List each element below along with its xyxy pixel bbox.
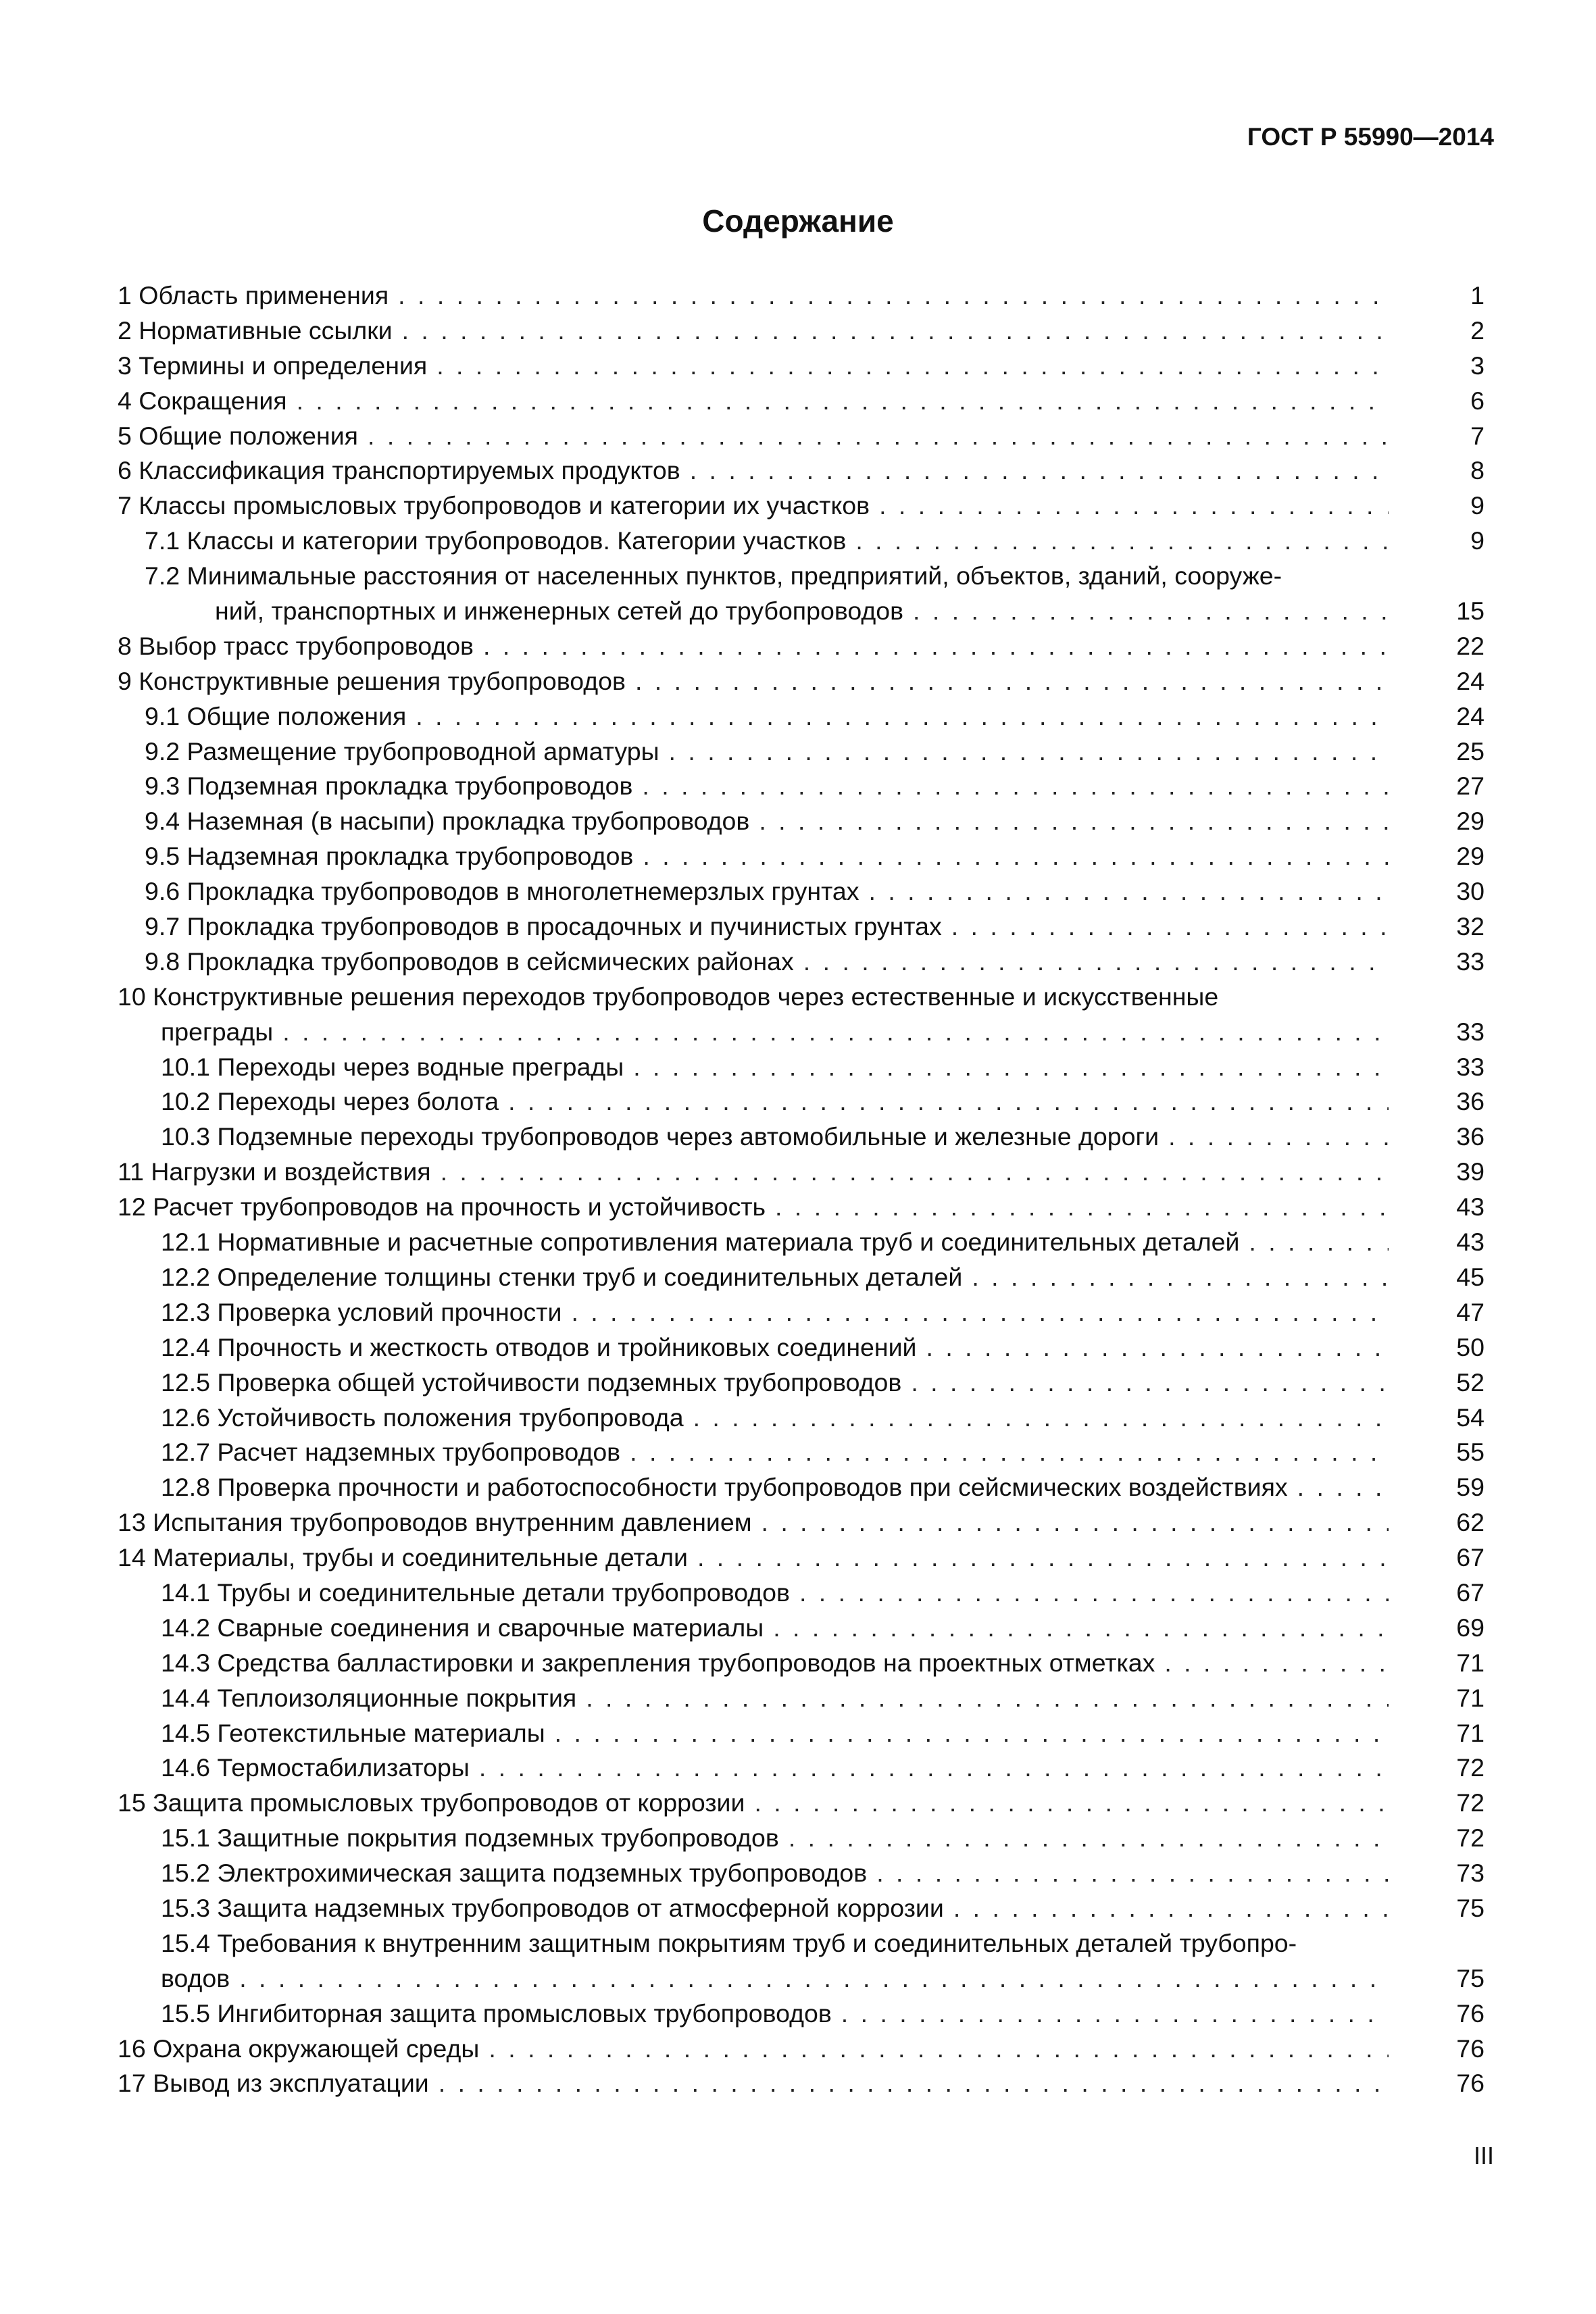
toc-entry[interactable] — [118, 1190, 1485, 1225]
toc-entry[interactable] — [118, 419, 1485, 454]
toc-entry-line — [145, 769, 1389, 804]
dot-leader — [1164, 1646, 1389, 1681]
toc-entry[interactable] — [118, 839, 1485, 874]
dot-leader — [799, 1576, 1389, 1611]
toc-entry-title: 14.2 Сварные соединения и сварочные материалы — [161, 1613, 764, 1642]
dot-leader — [911, 1365, 1389, 1401]
dot-leader — [416, 699, 1389, 734]
dot-leader — [773, 1611, 1389, 1646]
toc-entry[interactable] — [118, 874, 1485, 909]
dot-leader — [762, 1505, 1389, 1540]
toc-entry-line — [118, 1786, 1389, 1821]
toc-entry[interactable] — [118, 945, 1485, 980]
toc-entry[interactable] — [118, 1646, 1485, 1681]
toc-entry[interactable] — [118, 909, 1485, 945]
toc-entry-line — [161, 1225, 1389, 1260]
toc-entry-line — [161, 1015, 1389, 1050]
toc-entry-title: 7.2 Минимальные расстояния от населенных пунктов, предприятий, объектов, зданий, сооруже- — [145, 561, 1282, 590]
toc-entry-title: 13 Испытания трубопроводов внутренним давлением — [118, 1508, 752, 1537]
toc-entry-title: 10.2 Переходы через болота — [161, 1087, 499, 1116]
toc-entry-title: 10.3 Подземные переходы трубопроводов через автомобильные и железные дороги — [161, 1122, 1159, 1151]
dot-leader — [508, 1084, 1389, 1120]
toc-entry-title: 12.1 Нормативные и расчетные сопротивления материала труб и соединительных деталей — [161, 1228, 1240, 1257]
toc-entry-title: 8 Выбор трасс трубопроводов — [118, 631, 474, 660]
dot-leader — [483, 629, 1389, 664]
toc-entry[interactable] — [118, 1084, 1485, 1120]
toc-entry[interactable] — [118, 488, 1485, 524]
toc-entry-line — [161, 1084, 1389, 1120]
toc-entry-page: 55 — [1456, 1438, 1485, 1467]
toc-entry[interactable] — [118, 1120, 1485, 1155]
toc-entry-line — [145, 945, 1389, 980]
toc-entry-title: 15.2 Электрохимическая защита подземных трубопроводов — [161, 1859, 868, 1888]
toc-entry-line — [118, 419, 1389, 454]
dot-leader — [1249, 1225, 1389, 1260]
page-number: III — [1473, 2142, 1494, 2169]
toc-entry-title: 15.5 Ингибиторная защита промысловых трубопроводов — [161, 1998, 832, 2028]
toc-entry[interactable] — [118, 1470, 1485, 1505]
toc-entry-line — [161, 1926, 1389, 1961]
dot-leader — [789, 1821, 1389, 1856]
dot-leader — [437, 349, 1389, 384]
toc-entry-title: 14.5 Геотекстильные материалы — [161, 1718, 545, 1747]
toc-entry-page: 62 — [1456, 1508, 1485, 1537]
dot-leader — [869, 874, 1389, 909]
toc-entry-line — [161, 1821, 1389, 1856]
dot-leader — [633, 1050, 1389, 1085]
toc-entry-line — [161, 1996, 1389, 2032]
toc-entry-line — [118, 384, 1389, 419]
dot-leader — [1168, 1120, 1389, 1155]
toc-entry-line — [118, 1540, 1389, 1576]
toc-entry-page: 39 — [1456, 1157, 1485, 1186]
toc-entry-title: 4 Сокращения — [118, 386, 287, 415]
dot-leader — [571, 1295, 1389, 1330]
toc-entry-title: 12.3 Проверка условий прочности — [161, 1297, 562, 1326]
toc-entry[interactable] — [118, 594, 1485, 629]
dot-leader — [855, 524, 1389, 559]
toc-entry-title: 12.5 Проверка общей устойчивости подземных трубопроводов — [161, 1367, 902, 1397]
toc-entry-page: 71 — [1456, 1683, 1485, 1712]
dot-leader — [972, 1260, 1389, 1295]
toc-entry-line — [118, 2032, 1389, 2067]
dot-leader — [669, 734, 1389, 770]
toc-entry-page: 75 — [1456, 1893, 1485, 1922]
dot-leader — [586, 1681, 1389, 1716]
toc-entry[interactable] — [118, 1050, 1485, 1085]
toc-entry-line — [161, 1260, 1389, 1295]
dot-leader — [239, 1961, 1389, 1996]
toc-entry-page: 71 — [1456, 1718, 1485, 1747]
toc-entry[interactable] — [118, 1576, 1485, 1611]
dot-leader — [282, 1015, 1389, 1050]
toc-entry-page: 69 — [1456, 1613, 1485, 1642]
dot-leader — [439, 2066, 1389, 2101]
dot-leader — [368, 419, 1389, 454]
toc-entry-title: 5 Общие положения — [118, 421, 358, 450]
toc-entry-page: 30 — [1456, 877, 1485, 906]
toc-entry-page: 75 — [1456, 1963, 1485, 1992]
toc-entry-page: 45 — [1456, 1262, 1485, 1291]
toc-entry[interactable] — [118, 1435, 1485, 1470]
toc-entry-line — [145, 559, 1389, 594]
toc-entry-line — [161, 1435, 1389, 1470]
toc-entry[interactable] — [118, 1015, 1485, 1050]
toc-entry[interactable] — [118, 2032, 1485, 2067]
toc-entry-page: 29 — [1456, 842, 1485, 871]
toc-entry-line — [145, 874, 1389, 909]
toc-entry-line — [161, 1295, 1389, 1330]
dot-leader — [642, 769, 1389, 804]
toc-entry-title: 12.7 Расчет надземных трубопроводов — [161, 1438, 621, 1467]
toc-entry-page: 8 — [1470, 456, 1485, 485]
toc-entry-title: 3 Термины и определения — [118, 351, 428, 380]
toc-entry-page: 36 — [1456, 1087, 1485, 1116]
toc-entry-page: 43 — [1456, 1192, 1485, 1222]
toc-entry[interactable] — [118, 1540, 1485, 1576]
toc-entry-title: 12.6 Устойчивость положения трубопровода — [161, 1403, 684, 1432]
toc-entry-page: 72 — [1456, 1788, 1485, 1817]
toc-entry-title: преграды — [161, 1017, 274, 1046]
toc-entry[interactable] — [118, 1996, 1485, 2032]
dot-leader — [693, 1401, 1389, 1436]
toc-entry-line — [118, 980, 1389, 1015]
toc-entry-line — [118, 1505, 1389, 1540]
toc-entry-line — [118, 629, 1389, 664]
toc-entry-page: 29 — [1456, 807, 1485, 836]
dot-leader — [926, 1330, 1389, 1365]
toc-entry-page: 67 — [1456, 1578, 1485, 1607]
toc-entry-page: 25 — [1456, 736, 1485, 765]
toc-entry-line — [118, 488, 1389, 524]
toc-entry-title: 12 Расчет трубопроводов на прочность и устойчивость — [118, 1192, 766, 1222]
toc-entry-page: 15 — [1456, 597, 1485, 626]
toc-entry-title: 16 Охрана окружающей среды — [118, 2034, 480, 2063]
toc-entry-title: 15.3 Защита надземных трубопроводов от атмосферной коррозии — [161, 1893, 944, 1922]
toc-entry[interactable] — [118, 453, 1485, 488]
toc-entry[interactable] — [118, 1295, 1485, 1330]
toc-entry-page: 7 — [1470, 421, 1485, 450]
toc-entry-title: 7 Классы промысловых трубопроводов и категории их участков — [118, 491, 870, 520]
toc-entry-page: 24 — [1456, 701, 1485, 730]
dot-leader — [953, 1891, 1389, 1926]
dot-leader — [630, 1435, 1389, 1470]
dot-leader — [754, 1786, 1389, 1821]
toc-entry[interactable] — [118, 804, 1485, 839]
toc-entry-title: 12.8 Проверка прочности и работоспособности трубопроводов при сейсмических воздействиях — [161, 1473, 1288, 1502]
table-of-contents — [118, 278, 1485, 2101]
toc-entry-line — [161, 1646, 1389, 1681]
toc-entry[interactable] — [118, 1856, 1485, 1891]
toc-entry-page: 43 — [1456, 1228, 1485, 1257]
toc-entry[interactable] — [118, 1786, 1485, 1821]
toc-entry-title: 10.1 Переходы через водные преграды — [161, 1052, 624, 1081]
toc-entry[interactable] — [118, 313, 1485, 349]
toc-entry-page: 54 — [1456, 1403, 1485, 1432]
dot-leader — [876, 1856, 1389, 1891]
toc-entry-page: 36 — [1456, 1122, 1485, 1151]
toc-entry[interactable] — [118, 1926, 1485, 1961]
dot-leader — [690, 453, 1389, 488]
dot-leader — [635, 664, 1389, 699]
toc-entry-page: 9 — [1470, 491, 1485, 520]
toc-entry-line — [161, 1576, 1389, 1611]
toc-entry-line — [118, 453, 1389, 488]
toc-entry[interactable] — [118, 1891, 1485, 1926]
toc-entry-line — [161, 1611, 1389, 1646]
toc-entry-page: 33 — [1456, 1052, 1485, 1081]
toc-entry-page: 52 — [1456, 1367, 1485, 1397]
toc-entry-page: 76 — [1456, 2034, 1485, 2063]
toc-entry[interactable] — [118, 1751, 1485, 1786]
toc-entry[interactable] — [118, 349, 1485, 384]
dot-leader — [489, 2032, 1389, 2067]
toc-entry-line — [161, 1891, 1389, 1926]
toc-entry-title: 9.1 Общие положения — [145, 701, 407, 730]
toc-entry-line — [118, 278, 1389, 313]
toc-entry-title: водов — [161, 1963, 230, 1992]
toc-entry-line — [145, 524, 1389, 559]
dot-leader — [697, 1540, 1389, 1576]
dot-leader — [759, 804, 1389, 839]
toc-entry-line — [118, 1190, 1389, 1225]
toc-entry-page: 9 — [1470, 526, 1485, 555]
toc-entry-title: 15.4 Требования к внутренним защитным покрытиям труб и соединительных деталей трубопро- — [161, 1928, 1297, 1957]
toc-entry-line — [118, 349, 1389, 384]
toc-entry-title: 10 Конструктивные решения переходов трубопроводов через естественные и искусственные — [118, 982, 1219, 1011]
dot-leader — [555, 1716, 1389, 1751]
toc-entry-page: 59 — [1456, 1473, 1485, 1502]
toc-entry-title: 9 Конструктивные решения трубопроводов — [118, 666, 626, 695]
toc-entry[interactable] — [118, 1505, 1485, 1540]
toc-entry-title: 15.1 Защитные покрытия подземных трубопроводов — [161, 1823, 779, 1853]
toc-entry[interactable] — [118, 980, 1485, 1015]
toc-entry-title: ний, транспортных и инженерных сетей до трубопроводов — [215, 597, 904, 626]
toc-entry-title: 14.3 Средства балластировки и закрепления трубопроводов на проектных отметках — [161, 1648, 1155, 1677]
toc-entry-page: 72 — [1456, 1753, 1485, 1782]
toc-entry[interactable] — [118, 734, 1485, 770]
toc-entry-page: 27 — [1456, 772, 1485, 801]
toc-entry-title: 7.1 Классы и категории трубопроводов. Категории участков — [145, 526, 847, 555]
toc-entry[interactable] — [118, 1155, 1485, 1190]
toc-entry-title: 9.3 Подземная прокладка трубопроводов — [145, 772, 633, 801]
toc-entry-line — [118, 1155, 1389, 1190]
toc-entry[interactable] — [118, 278, 1485, 313]
toc-entry-line — [215, 594, 1389, 629]
toc-entry-title: 9.7 Прокладка трубопроводов в просадочных и пучинистых грунтах — [145, 912, 942, 941]
toc-entry-title: 9.4 Наземная (в насыпи) прокладка трубопроводов — [145, 807, 750, 836]
toc-entry-page: 71 — [1456, 1648, 1485, 1677]
toc-entry-line — [161, 1856, 1389, 1891]
toc-entry-title: 9.6 Прокладка трубопроводов в многолетнемерзлых грунтах — [145, 877, 859, 906]
toc-entry[interactable] — [118, 559, 1485, 594]
toc-entry-page: 73 — [1456, 1859, 1485, 1888]
toc-entry-line — [118, 664, 1389, 699]
toc-entry-title: 12.2 Определение толщины стенки труб и соединительных деталей — [161, 1262, 963, 1291]
dot-leader — [1297, 1470, 1389, 1505]
dot-leader — [297, 384, 1389, 419]
toc-entry-line — [145, 699, 1389, 734]
toc-entry-line — [161, 1120, 1389, 1155]
toc-entry[interactable] — [118, 1681, 1485, 1716]
dot-leader — [479, 1751, 1389, 1786]
toc-entry[interactable] — [118, 1330, 1485, 1365]
toc-entry-page: 47 — [1456, 1297, 1485, 1326]
toc-entry-page: 76 — [1456, 2069, 1485, 2098]
toc-entry-line — [161, 1470, 1389, 1505]
toc-entry[interactable] — [118, 1821, 1485, 1856]
toc-entry[interactable] — [118, 769, 1485, 804]
toc-entry-line — [161, 1330, 1389, 1365]
toc-entry-title: 6 Классификация транспортируемых продуктов — [118, 456, 680, 485]
toc-entry-title: 9.8 Прокладка трубопроводов в сейсмических районах — [145, 947, 794, 976]
dot-leader — [398, 278, 1389, 313]
dot-leader — [643, 839, 1389, 874]
toc-entry[interactable] — [118, 1225, 1485, 1260]
toc-entry-page: 3 — [1470, 351, 1485, 380]
toc-entry[interactable] — [118, 1716, 1485, 1751]
toc-entry-title: 11 Нагрузки и воздействия — [118, 1157, 431, 1186]
toc-entry-title: 12.4 Прочность и жесткость отводов и тройниковых соединений — [161, 1332, 917, 1361]
toc-entry-title: 9.2 Размещение трубопроводной арматуры — [145, 736, 659, 765]
dot-leader — [913, 594, 1389, 629]
toc-entry[interactable] — [118, 664, 1485, 699]
toc-entry[interactable] — [118, 1611, 1485, 1646]
toc-entry-title: 1 Область применения — [118, 281, 389, 309]
dot-leader — [879, 488, 1389, 524]
toc-entry[interactable] — [118, 2066, 1485, 2101]
toc-entry-page: 1 — [1470, 281, 1485, 309]
toc-entry-page: 22 — [1456, 631, 1485, 660]
toc-entry-line — [161, 1365, 1389, 1401]
toc-entry-page: 6 — [1470, 386, 1485, 415]
toc-entry-title: 14.1 Трубы и соединительные детали трубопроводов — [161, 1578, 790, 1607]
toc-entry[interactable] — [118, 524, 1485, 559]
toc-entry-title: 17 Вывод из эксплуатации — [118, 2069, 429, 2098]
toc-entry-line — [145, 804, 1389, 839]
toc-entry[interactable] — [118, 1365, 1485, 1401]
toc-entry-page: 33 — [1456, 1017, 1485, 1046]
toc-entry-page: 33 — [1456, 947, 1485, 976]
toc-entry-page: 72 — [1456, 1823, 1485, 1853]
toc-entry-page: 24 — [1456, 666, 1485, 695]
toc-entry-page: 50 — [1456, 1332, 1485, 1361]
toc-entry-page: 2 — [1470, 316, 1485, 345]
toc-entry-line — [161, 1050, 1389, 1085]
toc-entry-title: 14.4 Теплоизоляционные покрытия — [161, 1683, 577, 1712]
toc-entry[interactable] — [118, 1961, 1485, 1996]
toc-entry-page: 76 — [1456, 1998, 1485, 2028]
toc-entry-title: 2 Нормативные ссылки — [118, 316, 393, 345]
toc-entry-page: 67 — [1456, 1543, 1485, 1572]
toc-entry-title: 15 Защита промысловых трубопроводов от коррозии — [118, 1788, 745, 1817]
toc-entry[interactable] — [118, 384, 1485, 419]
toc-entry-line — [145, 839, 1389, 874]
toc-entry[interactable] — [118, 629, 1485, 664]
toc-entry-line — [145, 734, 1389, 770]
toc-entry-line — [161, 1401, 1389, 1436]
toc-entry-line — [118, 2066, 1389, 2101]
dot-leader — [841, 1996, 1389, 2032]
toc-entry-title: 9.5 Надземная прокладка трубопроводов — [145, 842, 634, 871]
toc-entry-line — [161, 1681, 1389, 1716]
toc-entry-line — [161, 1716, 1389, 1751]
toc-entry[interactable] — [118, 1401, 1485, 1436]
toc-entry-page: 32 — [1456, 912, 1485, 941]
dot-leader — [951, 909, 1389, 945]
toc-entry-line — [145, 909, 1389, 945]
page-title: Содержание — [702, 203, 894, 238]
toc-entry-line — [161, 1961, 1389, 1996]
toc-entry-line — [118, 313, 1389, 349]
dot-leader — [803, 945, 1389, 980]
toc-entry-line — [161, 1751, 1389, 1786]
toc-entry[interactable] — [118, 1260, 1485, 1295]
dot-leader — [775, 1190, 1389, 1225]
document-id: ГОСТ Р 55990—2014 — [1247, 123, 1494, 151]
dot-leader — [402, 313, 1389, 349]
toc-entry[interactable] — [118, 699, 1485, 734]
dot-leader — [441, 1155, 1389, 1190]
toc-entry-title: 14 Материалы, трубы и соединительные детали — [118, 1543, 688, 1572]
toc-entry-title: 14.6 Термостабилизаторы — [161, 1753, 470, 1782]
